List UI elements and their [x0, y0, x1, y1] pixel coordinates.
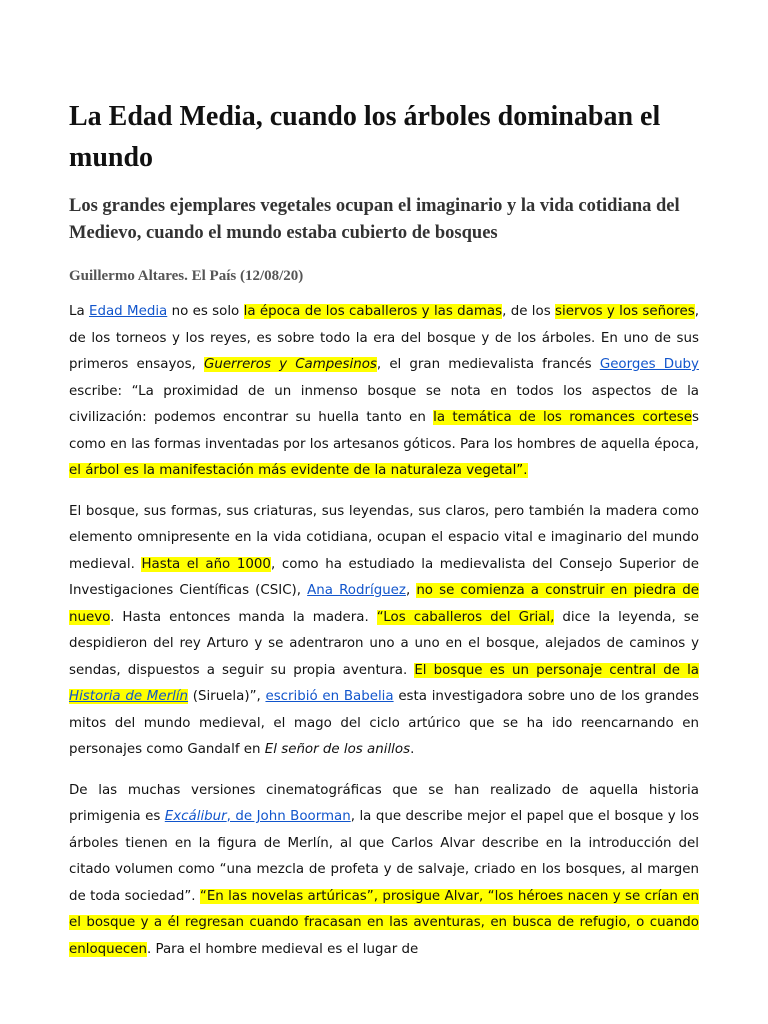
article-byline: Guillermo Altares. El País (12/08/20): [69, 268, 304, 284]
article-title: La Edad Media, cuando los árboles dominaban el mundo: [69, 101, 661, 173]
article-subtitle: Los grandes ejemplares vegetales ocupan el imaginario y la vida cotidiana del Medievo, cuando el mundo estaba cubierto de bosques: [69, 196, 680, 243]
highlighted-text: Guerreros y Campesinos: [203, 357, 377, 372]
highlighted-text: “Los caballeros del Grial,: [376, 609, 555, 625]
article: [69, 96, 699, 963]
paragraph-text: ,: [405, 583, 417, 598]
paragraph-text: , de los: [502, 304, 556, 319]
highlighted-text: no se comienza a construir en piedra de nuevo: [69, 583, 699, 625]
body-paragraph: [69, 778, 699, 964]
highlighted-text: “En las novelas artúricas”, prosigue Alvar, “los héroes nacen y se crían en el bosque y a él regresan cuando fracasan en las aventuras, en busca de refugio, o cuando enloquecen: [69, 888, 700, 957]
paragraph-text: , como ha estudiado la medievalista del Consejo Superior de Investigaciones Científicas (CSIC),: [69, 556, 699, 598]
body-paragraph: [69, 299, 699, 485]
inline-link[interactable]: Historia de Merlín: [69, 689, 189, 704]
paragraph-text: El bosque, sus formas, sus criaturas, sus leyendas, sus claros, pero también la madera como elemento omnipresente en la vida cotidiana, ocupan el espacio vital e imaginario del mundo medieval.: [69, 503, 699, 572]
inline-link[interactable]: Georges Duby: [599, 357, 699, 372]
highlighted-text: la época de los caballeros y las damas: [243, 304, 503, 319]
inline-link[interactable]: Ana Rodríguez: [307, 583, 406, 598]
highlighted-text: Hasta el año 1000: [141, 556, 271, 572]
highlighted-text: el árbol es la manifestación más evidente de la naturaleza vegetal”.: [69, 463, 528, 478]
paragraph-text: El señor de los anillos: [264, 742, 411, 757]
paragraph-text: , el gran medievalista francés: [376, 357, 600, 372]
paragraph-text: . Para el hombre medieval es el lugar de: [146, 941, 419, 957]
paragraph-text: no es solo: [167, 304, 244, 319]
paragraph-text: . Hasta entonces manda la madera.: [110, 609, 377, 625]
paragraph-text: , de los torneos y los reyes, es sobre todo la era del bosque y de los árboles. En uno de sus primeros ensayos,: [69, 304, 699, 372]
paragraph-text: (Siruela)”,: [188, 689, 266, 704]
highlighted-text: siervos y los señores: [555, 304, 695, 319]
highlighted-text: El bosque es un personaje central de la: [414, 662, 699, 678]
highlighted-text: la temática de los romances cortese: [433, 410, 692, 425]
inline-link[interactable]: , de John Boorman: [226, 809, 351, 824]
inline-link[interactable]: Edad Media: [89, 304, 168, 319]
paragraph-text: esta investigadora sobre uno de los grandes mitos del mundo medieval, el mago del ciclo artúrico que se ha ido reencarnando en personajes como Gandalf en: [69, 689, 699, 757]
paragraph-text: .: [410, 742, 415, 757]
paragraph-text: escribe: “La proximidad de un inmenso bosque se nota en todos los aspectos de la civilización: podemos encontrar su huella tanto en: [69, 383, 699, 425]
paragraph-text: dice la leyenda, se despidieron del rey Arturo y se adentraron uno a uno en el bosque, alejados de caminos y sendas, dispuestos a seguir su propia aventura.: [69, 609, 699, 678]
paragraph-text: s como en las formas inventadas por los artesanos góticos. Para los hombres de aquella época,: [69, 410, 699, 452]
paragraph-text: La: [69, 304, 90, 319]
body-paragraph: [69, 499, 699, 764]
paragraph-text: , la que describe mejor el papel que el bosque y los árboles tienen en la figura de Merlín, al que Carlos Alvar describe en la introducción del citado volumen como “una mezcla de profeta y de salvaje, criado en los bosques, al margen de toda sociedad”.: [69, 809, 699, 904]
inline-link[interactable]: escribió en Babelia: [265, 689, 394, 704]
paragraph-text: De las muchas versiones cinematográficas que se han realizado de aquella historia primigenia es: [69, 782, 699, 824]
inline-link[interactable]: Excálibur: [164, 809, 227, 824]
